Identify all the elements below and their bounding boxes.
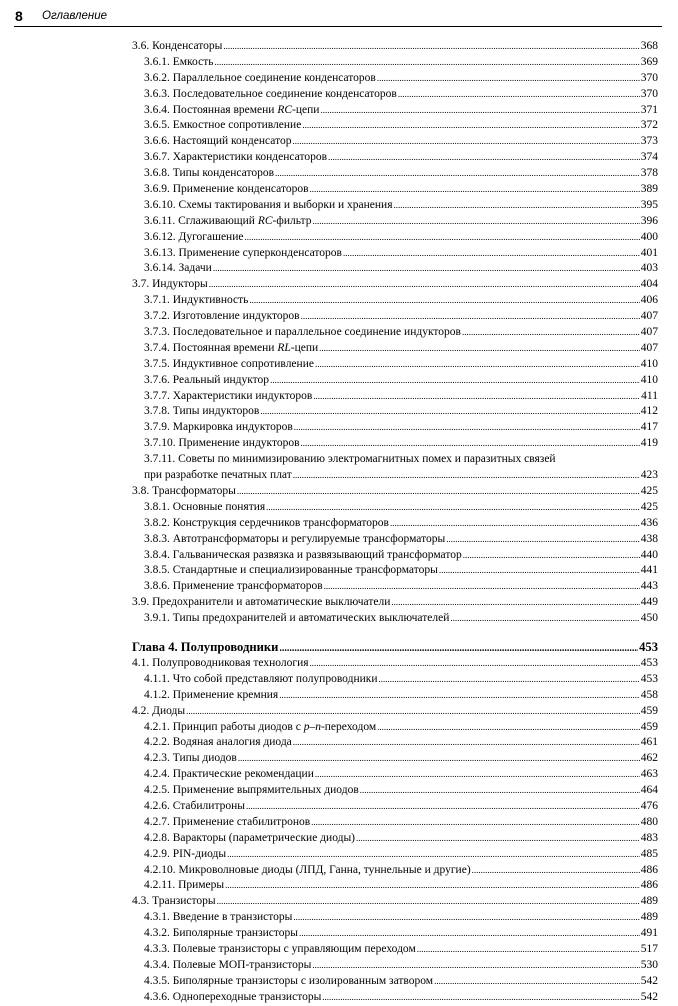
dot-leader: [322, 990, 639, 1006]
dot-leader: [320, 103, 639, 119]
toc-entry[interactable]: [132, 39, 658, 55]
dot-leader: [472, 863, 640, 879]
toc-entry-title: 3.6.8. Типы конденсаторов: [144, 167, 275, 180]
toc-page-number: 453: [640, 656, 658, 669]
toc-entry[interactable]: [132, 404, 658, 420]
toc-entry-title: 4.3.5. Биполярные транзисторы с изолированным затвором: [144, 974, 434, 987]
toc-page-number: 441: [640, 564, 658, 577]
toc-page-number: 438: [640, 532, 658, 545]
toc-entry[interactable]: [132, 309, 658, 325]
toc-entry-title: 4.3.4. Полевые МОП-транзисторы: [144, 958, 312, 971]
toc-entry-title: 4.3. Транзисторы: [132, 895, 216, 908]
dot-leader: [227, 847, 640, 863]
toc-entry-title: 4.2.11. Примеры: [144, 879, 225, 892]
dot-leader: [209, 277, 640, 293]
dot-leader: [310, 182, 640, 198]
toc-entry-title: 3.6.10. Схемы тактирования и выборки и хранения: [144, 198, 393, 211]
dot-leader: [462, 325, 640, 341]
dot-leader: [223, 39, 639, 55]
toc-entry-title: 3.8. Трансформаторы: [132, 484, 236, 497]
title-part: -цепи: [292, 103, 320, 116]
toc-entry-title: 4.3.2. Биполярные транзисторы: [144, 927, 298, 940]
toc-entry-title: 3.7.8. Типы индукторов: [144, 405, 260, 418]
toc-entry-title: 3.6.5. Емкостное сопротивление: [144, 119, 302, 132]
toc-page-number: 400: [640, 230, 658, 243]
toc-entry[interactable]: [132, 325, 658, 341]
toc-entry-title: 3.6.12. Дугогашение: [144, 230, 244, 243]
toc-entry[interactable]: [132, 704, 658, 720]
dot-leader: [312, 214, 639, 230]
toc-entry[interactable]: [132, 878, 658, 894]
dot-leader: [301, 436, 640, 452]
toc-entry-title: 3.7.7. Характеристики индукторов: [144, 389, 313, 402]
toc-page-number: 483: [640, 831, 658, 844]
toc-page-number: 373: [640, 135, 658, 148]
toc-entry[interactable]: [132, 150, 658, 166]
toc-entry[interactable]: [132, 990, 658, 1006]
dot-leader: [302, 118, 639, 134]
running-title: Оглавление: [42, 10, 107, 22]
toc-entry[interactable]: [132, 958, 658, 974]
toc-entry-title: 4.1.2. Применение кремния: [144, 688, 279, 701]
dot-leader: [360, 783, 640, 799]
toc-page-number: 404: [640, 278, 658, 291]
toc-chapter[interactable]: [132, 638, 658, 656]
toc-entry[interactable]: [132, 656, 658, 672]
toc-entry-title: Глава 4. Полупроводники: [132, 639, 279, 654]
toc-entry-title: 3.8.6. Применение трансформаторов: [144, 580, 323, 593]
dot-leader: [293, 735, 640, 751]
toc-entry[interactable]: [132, 863, 658, 879]
toc-page-number: 440: [640, 548, 658, 561]
toc-entry[interactable]: [132, 563, 658, 579]
toc-page-number: 453: [639, 639, 658, 654]
toc-entry-title: 3.9.1. Типы предохранителей и автоматических выключателей: [144, 612, 450, 625]
toc-entry[interactable]: [132, 484, 658, 500]
toc-entry-title: при разработке печатных плат: [144, 469, 292, 482]
toc-page-number: 370: [640, 87, 658, 100]
toc-page-number: 458: [640, 688, 658, 701]
toc-entry[interactable]: [132, 720, 658, 736]
dot-leader: [312, 958, 639, 974]
toc-entry[interactable]: [132, 341, 658, 357]
dot-leader: [294, 420, 640, 436]
toc-page-number: 443: [640, 580, 658, 593]
dot-leader: [275, 166, 640, 182]
title-part: 3.6.4. Постоянная времени: [144, 103, 278, 116]
dot-leader: [270, 373, 640, 389]
toc-entry[interactable]: [132, 611, 658, 627]
toc-entry[interactable]: [132, 783, 658, 799]
toc-entry[interactable]: [132, 103, 658, 119]
dot-leader: [417, 942, 640, 958]
toc-entry[interactable]: [132, 389, 658, 405]
toc-page-number: 425: [640, 484, 658, 497]
toc-entry-title: 3.8.3. Автотрансформаторы и регулируемые трансформаторы: [144, 532, 446, 545]
toc-page-number: 436: [640, 516, 658, 529]
toc-entry-title: 4.2.7. Применение стабилитронов: [144, 815, 311, 828]
toc-entry-title: 4.3.6. Одноперeходные транзисторы: [144, 990, 322, 1003]
toc-page-number: 369: [640, 55, 658, 68]
toc-page-number: 403: [640, 262, 658, 275]
dot-leader: [260, 404, 639, 420]
toc-entry[interactable]: [132, 974, 658, 990]
dot-leader: [293, 468, 640, 484]
toc-entry[interactable]: [132, 357, 658, 373]
dot-leader: [377, 720, 640, 736]
dot-leader: [315, 357, 640, 373]
toc-entry[interactable]: [132, 767, 658, 783]
toc-entry-title: 4.2.3. Типы диодов: [144, 752, 237, 765]
dot-leader: [391, 595, 639, 611]
toc-entry-title: 3.6.6. Настоящий конденсатор: [144, 135, 292, 148]
toc-entry-title: 3.7.3. Последовательное и параллельное соединение индукторов: [144, 326, 461, 339]
toc-entry[interactable]: [132, 894, 658, 910]
toc-entry-title: 4.2.8. Варакторы (параметрические диоды): [144, 831, 356, 844]
toc-entry-title: 3.6.1. Емкость: [144, 55, 214, 68]
toc-entry[interactable]: [132, 831, 658, 847]
dot-leader: [266, 500, 640, 516]
toc-entry[interactable]: [132, 672, 658, 688]
toc-page-number: 450: [640, 612, 658, 625]
toc-page-number: 410: [640, 357, 658, 370]
toc-entry[interactable]: [132, 277, 658, 293]
toc-page-number: 372: [640, 119, 658, 132]
toc-entry-title: 3.7.10. Применение индукторов: [144, 437, 300, 450]
toc-entry[interactable]: [132, 532, 658, 548]
toc-page-number: 530: [640, 958, 658, 971]
dot-leader: [246, 799, 640, 815]
toc-entry-title: 4.1.1. Что собой представляют полупроводники: [144, 672, 378, 685]
toc-entry[interactable]: [132, 261, 658, 277]
dot-leader: [293, 910, 639, 926]
toc-entry[interactable]: [132, 926, 658, 942]
title-italic-part: RC: [257, 214, 273, 227]
toc-entry-title: 3.6.7. Характеристики конденсаторов: [144, 151, 328, 164]
toc-entry[interactable]: [132, 118, 658, 134]
toc-page-number: 489: [640, 895, 658, 908]
dot-leader: [238, 751, 640, 767]
toc-page-number: 395: [640, 198, 658, 211]
toc-entry-title: 4.2.2. Водяная аналогия диода: [144, 736, 292, 749]
toc-page-number: 464: [640, 784, 658, 797]
toc-entry[interactable]: [132, 166, 658, 182]
dot-leader: [324, 579, 640, 595]
toc-entry-title: 3.9. Предохранители и автоматические выключатели: [132, 596, 391, 609]
toc-page-number: 463: [640, 768, 658, 781]
title-italic-part: RC: [277, 103, 293, 116]
dot-leader: [292, 134, 639, 150]
toc-entry-title: 4.2.5. Применение выпрямительных диодов: [144, 784, 359, 797]
dot-leader: [319, 341, 640, 357]
dot-leader: [315, 767, 640, 783]
dot-leader: [225, 878, 640, 894]
toc-entry-title: 3.8.4. Гальваническая развязка и развязывающий трансформатор: [144, 548, 462, 561]
toc-entry-title: [144, 214, 311, 230]
dot-leader: [439, 563, 640, 579]
toc-page-number: 417: [640, 421, 658, 434]
dot-leader: [343, 246, 640, 262]
toc-entry-title: 3.7.2. Изготовление индукторов: [144, 310, 300, 323]
toc-entry[interactable]: [132, 246, 658, 262]
dot-leader: [249, 293, 639, 309]
dot-leader: [446, 532, 640, 548]
toc-page-number: 407: [640, 310, 658, 323]
toc-entry-title: [144, 341, 318, 357]
toc-page-number: 378: [640, 167, 658, 180]
toc-page-number: 423: [640, 469, 658, 482]
toc-entry[interactable]: [132, 373, 658, 389]
toc-page-number: 425: [640, 500, 658, 513]
dot-leader: [398, 87, 640, 103]
toc-entry-title-line: 3.7.11. Советы по минимизированию электромагнитных помех и паразитных связей: [144, 453, 556, 466]
dot-leader: [394, 198, 640, 214]
toc-page-number: 485: [640, 847, 658, 860]
dot-leader: [450, 611, 639, 627]
toc-entry[interactable]: [132, 751, 658, 767]
toc-page-number: 542: [640, 990, 658, 1003]
toc-page-number: 476: [640, 799, 658, 812]
toc-entry[interactable]: [132, 847, 658, 863]
toc-entry-title: 3.6.14. Задачи: [144, 262, 212, 275]
toc-entry-title: 4.2. Диоды: [132, 704, 186, 717]
toc-entry-title: 4.1. Полупроводниковая технология: [132, 656, 309, 669]
toc-entry[interactable]: [132, 87, 658, 103]
dot-leader: [434, 974, 640, 990]
dot-leader: [311, 815, 640, 831]
toc-page-number: 396: [640, 214, 658, 227]
title-part: 3.6.11. Сглаживающий: [144, 214, 258, 227]
toc-entry[interactable]: [132, 436, 658, 452]
toc-entry-title: 3.8.2. Конструкция сердечников трансформаторов: [144, 516, 389, 529]
toc-page-number: 410: [640, 373, 658, 386]
toc-entry-title: 4.2.10. Микроволновые диоды (ЛПД, Ганна, туннельные и другие): [144, 863, 471, 876]
toc-entry[interactable]: [132, 516, 658, 532]
toc-entry-title: 3.7.9. Маркировка индукторов: [144, 421, 293, 434]
title-part: 4.2.1. Принцип работы диодов с: [144, 720, 304, 733]
toc-page-number: 412: [640, 405, 658, 418]
toc-entry[interactable]: [132, 735, 658, 751]
toc-page-number: 459: [640, 720, 658, 733]
toc-page-number: 401: [640, 246, 658, 259]
toc-page-number: 419: [640, 437, 658, 450]
toc-entry-title: 3.7.1. Индуктивность: [144, 294, 249, 307]
toc-entry-title: 3.6.3. Последовательное соединение конденсаторов: [144, 87, 397, 100]
toc-page-number: 486: [640, 863, 658, 876]
toc-entry-title: 3.6.13. Применение суперконденсаторов: [144, 246, 342, 259]
toc-entry-title: 4.3.3. Полевые транзисторы с управляющим переходом: [144, 942, 416, 955]
dot-leader: [390, 516, 640, 532]
toc-entry-title: 3.6.9. Применение конденсаторов: [144, 183, 309, 196]
toc-page-number: 370: [640, 71, 658, 84]
toc-entry-title: 3.6. Конденсаторы: [132, 40, 223, 52]
title-part: 3.7.4. Постоянная времени: [144, 341, 278, 354]
toc-page-number: 368: [640, 40, 658, 52]
toc-page-number: 489: [640, 911, 658, 924]
toc-entry-title: 4.3.1. Введение в транзисторы: [144, 911, 293, 924]
toc-entry[interactable]: [132, 230, 658, 246]
dot-leader: [310, 656, 640, 672]
dot-leader: [279, 688, 640, 704]
toc-page-number: 449: [640, 596, 658, 609]
title-part: -цепи: [290, 341, 319, 354]
toc-entry[interactable]: [132, 500, 658, 516]
toc-entry-title: [144, 103, 319, 119]
toc-page-number: 406: [640, 294, 658, 307]
toc-page-number: 407: [640, 341, 658, 354]
dot-leader: [379, 672, 640, 688]
toc-entry-title: 3.6.2. Параллельное соединение конденсаторов: [144, 71, 376, 84]
toc-entry-title: 3.8.5. Стандартные и специализированные трансформаторы: [144, 564, 438, 577]
toc-entry-title: 3.7.5. Индуктивное сопротивление: [144, 357, 314, 370]
dot-leader: [299, 926, 640, 942]
toc-entry[interactable]: [132, 815, 658, 831]
toc-page-number: 491: [640, 927, 658, 940]
toc-entry[interactable]: [132, 910, 658, 926]
dot-leader: [217, 894, 640, 910]
page-number: 8: [15, 8, 23, 24]
title-italic-part: p–n: [303, 720, 321, 733]
toc-entry[interactable]: [132, 214, 658, 230]
toc-entry-title: 3.7. Индукторы: [132, 278, 208, 291]
toc-page-number: 517: [640, 942, 658, 955]
dot-leader: [377, 71, 640, 87]
toc-entry[interactable]: [132, 293, 658, 309]
toc-page-number: 462: [640, 752, 658, 765]
dot-leader: [463, 548, 640, 564]
toc-entry[interactable]: [132, 182, 658, 198]
toc-entry-title: 4.2.4. Практические рекомендации: [144, 768, 314, 781]
toc-entry[interactable]: [132, 595, 658, 611]
dot-leader: [214, 55, 639, 71]
toc-page-number: 374: [640, 151, 658, 164]
toc-entry[interactable]: [132, 688, 658, 704]
toc-entry-title: 3.8.1. Основные понятия: [144, 500, 266, 513]
toc-page-number: 453: [640, 672, 658, 685]
toc-entry[interactable]: [132, 942, 658, 958]
toc-entry-title: 4.2.9. PIN-диоды: [144, 847, 227, 860]
toc-page-number: 461: [640, 736, 658, 749]
title-italic-part: RL: [277, 341, 291, 354]
toc-entry[interactable]: [132, 579, 658, 595]
toc-entry-title: [144, 720, 376, 736]
dot-leader: [313, 389, 640, 405]
toc-entry[interactable]: [132, 134, 658, 150]
toc-page-number: 480: [640, 815, 658, 828]
toc-page-number: 389: [640, 183, 658, 196]
toc-page-number: 411: [641, 389, 658, 402]
title-part: -фильтр: [272, 214, 312, 227]
toc-entry[interactable]: [132, 198, 658, 214]
dot-leader: [301, 309, 640, 325]
toc-page-number: 459: [640, 704, 658, 717]
dot-leader: [237, 484, 640, 500]
toc-page-number: 542: [640, 974, 658, 987]
dot-leader: [328, 150, 640, 166]
table-of-contents: [132, 39, 658, 1006]
dot-leader: [186, 704, 640, 720]
toc-page-number: 486: [640, 879, 658, 892]
toc-entry[interactable]: [132, 420, 658, 436]
toc-entry[interactable]: [132, 548, 658, 564]
toc-entry-title: 3.7.6. Реальный индуктор: [144, 373, 270, 386]
page-header: [14, 10, 662, 27]
toc-page-number: 371: [640, 103, 658, 116]
toc-entry[interactable]: [132, 468, 658, 484]
toc-entry[interactable]: [132, 71, 658, 87]
dot-leader: [244, 230, 639, 246]
title-part: -переходом: [320, 720, 377, 733]
toc-entry[interactable]: [132, 55, 658, 71]
toc-entry-title: 4.2.6. Стабилитроны: [144, 799, 245, 812]
toc-entry[interactable]: [132, 799, 658, 815]
dot-leader: [356, 831, 640, 847]
toc-page-number: 407: [640, 326, 658, 339]
dot-leader: [213, 261, 640, 277]
